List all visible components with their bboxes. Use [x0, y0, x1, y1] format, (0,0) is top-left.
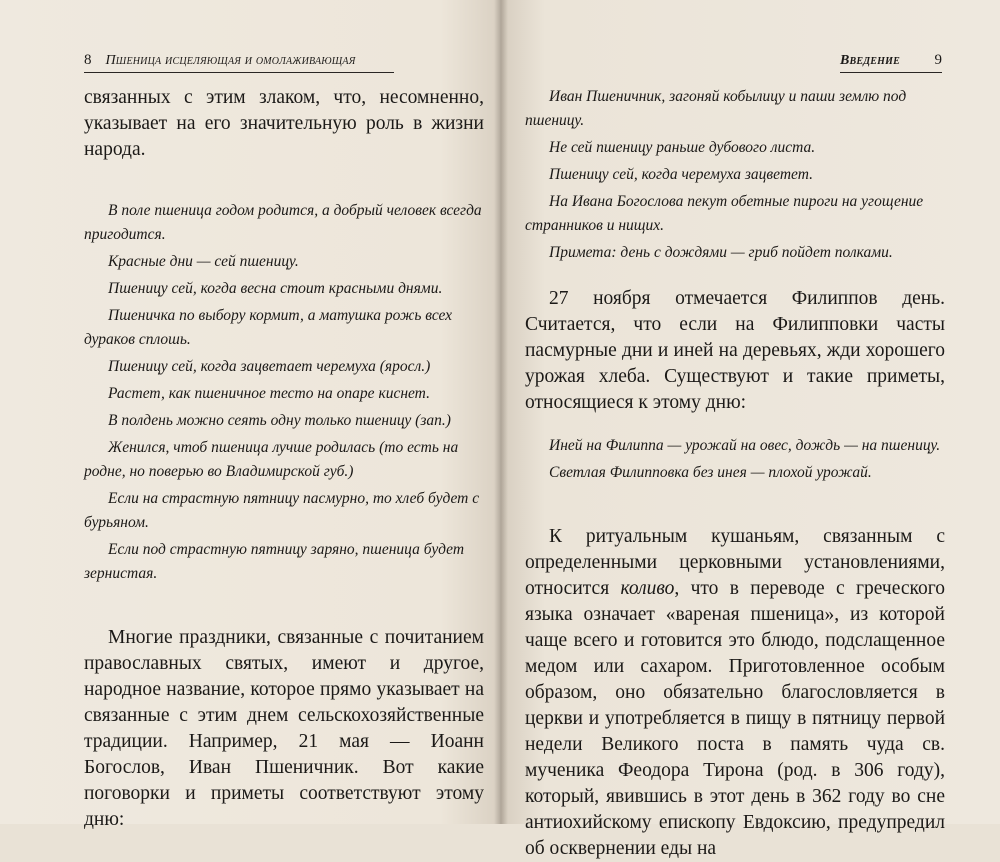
sayings-list [84, 199, 484, 586]
final-paragraph-text: К ритуальным кушаньям, связанным с определенными церковными установлениями, относится [525, 526, 945, 599]
left-page-header [84, 47, 394, 73]
running-head: Пшеница исцеляющая и омолаживающая [105, 53, 356, 68]
right-page [500, 0, 1000, 859]
closing-paragraph: Многие праздники, связанные с почитанием православных святых, имеют и другое, народное название, которое прямо указывает на связанные с этим днем сельскохозяйственные традиции. Например, 21 мая — Иоанн Богослов, Иван Пшеничник. Вот какие поговорки и приметы соответствуют этому дню: [84, 627, 484, 830]
final-paragraph-text: , что в переводе с греческого языка означает «вареная пшеница», из которой чаще всего и готовится это блюдо, подслащенное медом или сахаром. Приготовленное особым образом, оно обязательно благословляется в церкви и употребляется в пищу в пятницу первой недели Великого поста в память чуда св. мученика Феодора Тирона (род. в 306 году), который, явившись в этот день в 362 году во сне антиохийскому епископу Евдоксию, предупредил об осквернении еды на [525, 578, 945, 859]
saying: В полдень можно сеять одну только пшеницу (зап.) [108, 412, 451, 429]
left-page-content [84, 85, 484, 833]
saying: Не сей пшеницу раньше дубового листа. [549, 139, 816, 156]
final-paragraph [525, 524, 945, 862]
saying: Светлая Филипповка без инея — плохой урожай. [549, 464, 872, 481]
running-head: Введение [840, 53, 901, 68]
saying: Если под страстную пятницу заряно, пшеница будет зернистая. [84, 541, 465, 582]
saying: Пшеницу сей, когда черемуха зацветет. [549, 166, 813, 183]
term-kolivo: коливо [620, 578, 675, 599]
saying: Примета: день с дождями — гриб пойдет полками. [549, 244, 893, 261]
left-page [0, 0, 500, 830]
saying: Пшеницу сей, когда зацветает черемуха (яросл.) [108, 358, 431, 375]
right-page-content [525, 85, 945, 862]
saying: На Ивана Богослова пекут обетные пироги на угощение странников и нищих. [525, 193, 924, 234]
saying: Женился, чтоб пшеница лучше родилась (то есть на родне, но поверью во Владимирской губ.) [84, 439, 459, 480]
book-gutter [494, 0, 508, 824]
saying: Иван Пшеничник, загоняй кобылицу и паши землю под пшеницу. [525, 88, 907, 129]
intro-paragraph: связанных с этим злаком, что, несомненно, указывает на его значительную роль в жизни народа. [84, 87, 484, 160]
sayings-list [525, 434, 945, 485]
saying: В поле пшеница годом родится, а добрый человек всегда пригодится. [84, 202, 482, 243]
saying: Красные дни — сей пшеницу. [108, 253, 299, 270]
saying: Если на страстную пятницу пасмурно, то хлеб будет с бурьяном. [84, 490, 480, 531]
page-number: 8 [84, 52, 92, 68]
saying: Иней на Филиппа — урожай на овес, дождь — на пшеницу. [549, 437, 941, 454]
saying: Пшеничка по выбору кормит, а матушка рожь всех дураков сплошь. [84, 307, 453, 348]
right-page-header [840, 47, 942, 73]
sayings-list [525, 85, 945, 265]
saying: Пшеницу сей, когда весна стоит красными днями. [108, 280, 443, 297]
saying: Растет, как пшеничное тесто на опаре киснет. [108, 385, 430, 402]
middle-paragraph: 27 ноября отмечается Филиппов день. Считается, что если на Филипповки часты пасмурные дни и иней на деревьях, жди хорошего урожая хлеба. Существуют и такие приметы, относящиеся к этому дню: [525, 288, 945, 413]
page-number: 9 [934, 52, 942, 68]
